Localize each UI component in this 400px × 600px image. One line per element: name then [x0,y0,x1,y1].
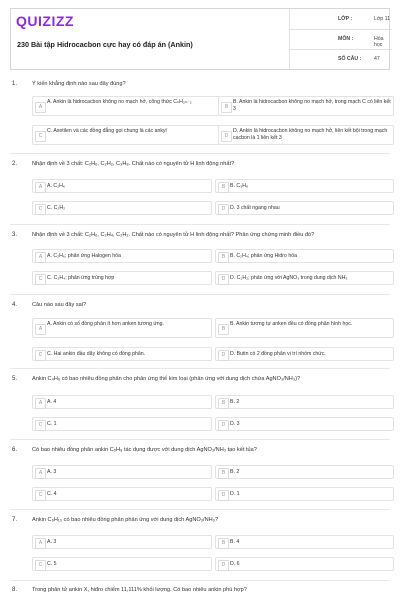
option-text: D. 3 chất ngang nhau [230,205,280,211]
option-text: C. 1 [47,421,57,427]
worksheet-header [10,8,390,70]
option-b[interactable] [215,395,394,409]
option-d[interactable] [215,557,394,571]
option-a[interactable] [32,96,224,116]
option-c[interactable] [32,557,212,571]
option-b[interactable] [218,96,394,116]
option-a[interactable] [32,535,212,549]
option-letter: C [35,560,46,571]
option-c[interactable] [32,125,224,145]
option-letter: D [218,350,229,361]
option-text: A. 4 [47,399,57,405]
option-letter: B [218,252,229,263]
divider [10,509,390,510]
option-letter: D [218,204,229,215]
option-text: B. 2 [230,399,240,405]
option-b[interactable] [215,249,394,263]
option-letter: B [218,182,229,193]
meta-value: 47 [374,56,380,62]
question-number: 5. [12,376,18,382]
option-letter: B [218,324,229,335]
option-text: C. 5 [47,561,57,567]
question-number: 8. [12,587,18,593]
option-letter: B [218,398,229,409]
option-letter: A [35,468,46,479]
option-d[interactable] [215,487,394,501]
option-text: B. 4 [230,539,240,545]
option-letter: D [218,560,229,571]
option-d[interactable] [215,417,394,431]
option-letter: A [35,182,46,193]
question-text: Câu nào sau đây sai? [32,302,87,308]
option-letter: D [218,274,229,285]
option-text: A. 3 [47,469,57,475]
option-text: B. Ankin là hidrocacbon không no mạch hở, trong mạch C có liên kết 3 [233,99,391,112]
option-text: C. Hai ankin đầu dãy không có đồng phân. [47,351,146,357]
option-letter: B [218,538,229,549]
option-letter: C [35,350,46,361]
option-text: A. 3 [47,539,57,545]
option-letter: A [35,102,46,113]
quizizz-logo: QUIZIZZ [16,13,74,29]
option-letter: A [35,324,46,335]
option-letter: C [35,274,46,285]
question-number: 4. [12,302,18,308]
option-letter: A [35,538,46,549]
option-c[interactable] [32,201,212,215]
option-a[interactable] [32,249,212,263]
question-number: 6. [12,447,18,453]
divider [10,439,390,440]
option-letter: B [221,102,232,113]
option-text: B. 2 [230,469,240,475]
option-text: B. C₂H₄; phản ứng Hidro hóa [230,253,298,259]
option-text: C. Axetilen và các đồng đẳng gọi chung là các ankyl [47,128,167,134]
meta-row-count [290,49,392,69]
option-letter: A [35,252,46,263]
option-c[interactable] [32,271,212,285]
option-d[interactable] [215,271,394,285]
option-letter: C [35,204,46,215]
question-text: Ý kiến khẳng định nào sau đây đúng? [32,81,126,87]
option-letter: B [218,468,229,479]
option-c[interactable] [32,487,212,501]
option-letter: C [35,131,46,142]
meta-row-class [290,9,392,30]
meta-key: SỐ CÂU : [338,56,362,62]
option-text: D. 6 [230,561,240,567]
option-text: D. C₂H₂; phản ứng với AgNO₃ trong dung dịch NH₃ [230,275,348,281]
option-a[interactable] [32,465,212,479]
option-b[interactable] [215,535,394,549]
option-letter: C [35,420,46,431]
option-text: C. C₂H₄; phản ứng trùng hợp [47,275,115,281]
question-number: 2. [12,161,18,167]
option-text: C. C₂H₂ [47,205,66,211]
option-text: D. Butin có 2 đồng phân vị trí nhóm chức. [230,351,326,357]
divider [10,153,390,154]
option-letter: C [35,490,46,501]
option-text: A. Ankin là hidrocacbon không no mạch hở, công thức CₙH₂ₙ₋₂ [47,99,192,105]
option-a[interactable] [32,395,212,409]
meta-key: LỚP : [338,16,353,22]
question-text: Ankin C₄H₆ có bao nhiêu đồng phân cho phản ứng thế kim loại (phản ứng với dung dịch chứa AgNO₃/NH₃)? [32,376,301,382]
option-letter: D [218,490,229,501]
option-d[interactable] [215,347,394,361]
option-c[interactable] [32,347,212,361]
option-b[interactable] [215,465,394,479]
option-text: A. Ankin có số đồng phân ít hơn anken tương ứng. [47,321,164,327]
option-b[interactable] [215,179,394,193]
option-text: D. 3 [230,421,240,427]
option-text: B. Ankin tương tự anken đều có đồng phân hình học. [230,321,353,327]
option-c[interactable] [32,417,212,431]
option-letter: D [218,420,229,431]
question-number: 1. [12,81,18,87]
meta-key: MÔN : [338,36,354,42]
divider [10,224,390,225]
option-text: A. C₂H₆; phản ứng Halogen hóa [47,253,121,259]
option-d[interactable] [218,125,394,145]
page-title: 230 Bài tập Hidrocacbon cực hay có đáp án (Ankin) [17,40,193,49]
option-text: D. Ankin là hidrocacbon không no mạch hở, liên kết bội trong mạch cacbon là 1 liên kết 3 [233,128,388,141]
option-letter: D [221,131,232,142]
option-a[interactable] [32,318,212,338]
question-number: 3. [12,232,18,238]
meta-value: Lớp 11 [374,16,390,22]
question-text: Nhận định về 3 chất: C₂H₆, C₂H₄, C₂H₂. Chất nào có nguyên tử H linh động nhất? Phản ứng chứng minh điều đó? [32,232,315,238]
option-a[interactable] [32,179,212,193]
option-text: B. C₃H₈ [230,183,249,189]
question-text: Trong phân tử ankin X, hiđro chiếm 11,111% khối lượng. Có bao nhiêu ankin phù hợp? [32,587,247,593]
option-text: A. C₂H₆ [47,183,65,189]
question-text: Nhận định về 3 chất: C₂H₆, C₂H₂, C₃H₈. Chất nào có nguyên tử H linh động nhất? [32,161,235,167]
meta-row-subject [290,29,392,50]
divider [10,368,390,369]
question-text: Có bao nhiêu đồng phân ankin C₅H₈ tác dụng được với dung dịch AgNO₃/NH₃ tạo kết tủa? [32,447,257,453]
question-text: Ankin C₆H₁₀ có bao nhiêu đồng phân phản ứng với dung dịch AgNO₃/NH₃? [32,517,219,523]
option-d[interactable] [215,201,394,215]
option-text: C. 4 [47,491,57,497]
divider [10,294,390,295]
meta-value: Hóa học [374,36,384,48]
divider [10,580,390,581]
option-b[interactable] [215,318,394,338]
meta-table [289,9,392,69]
option-letter: A [35,398,46,409]
option-text: D. 1 [230,491,240,497]
question-number: 7. [12,517,18,523]
